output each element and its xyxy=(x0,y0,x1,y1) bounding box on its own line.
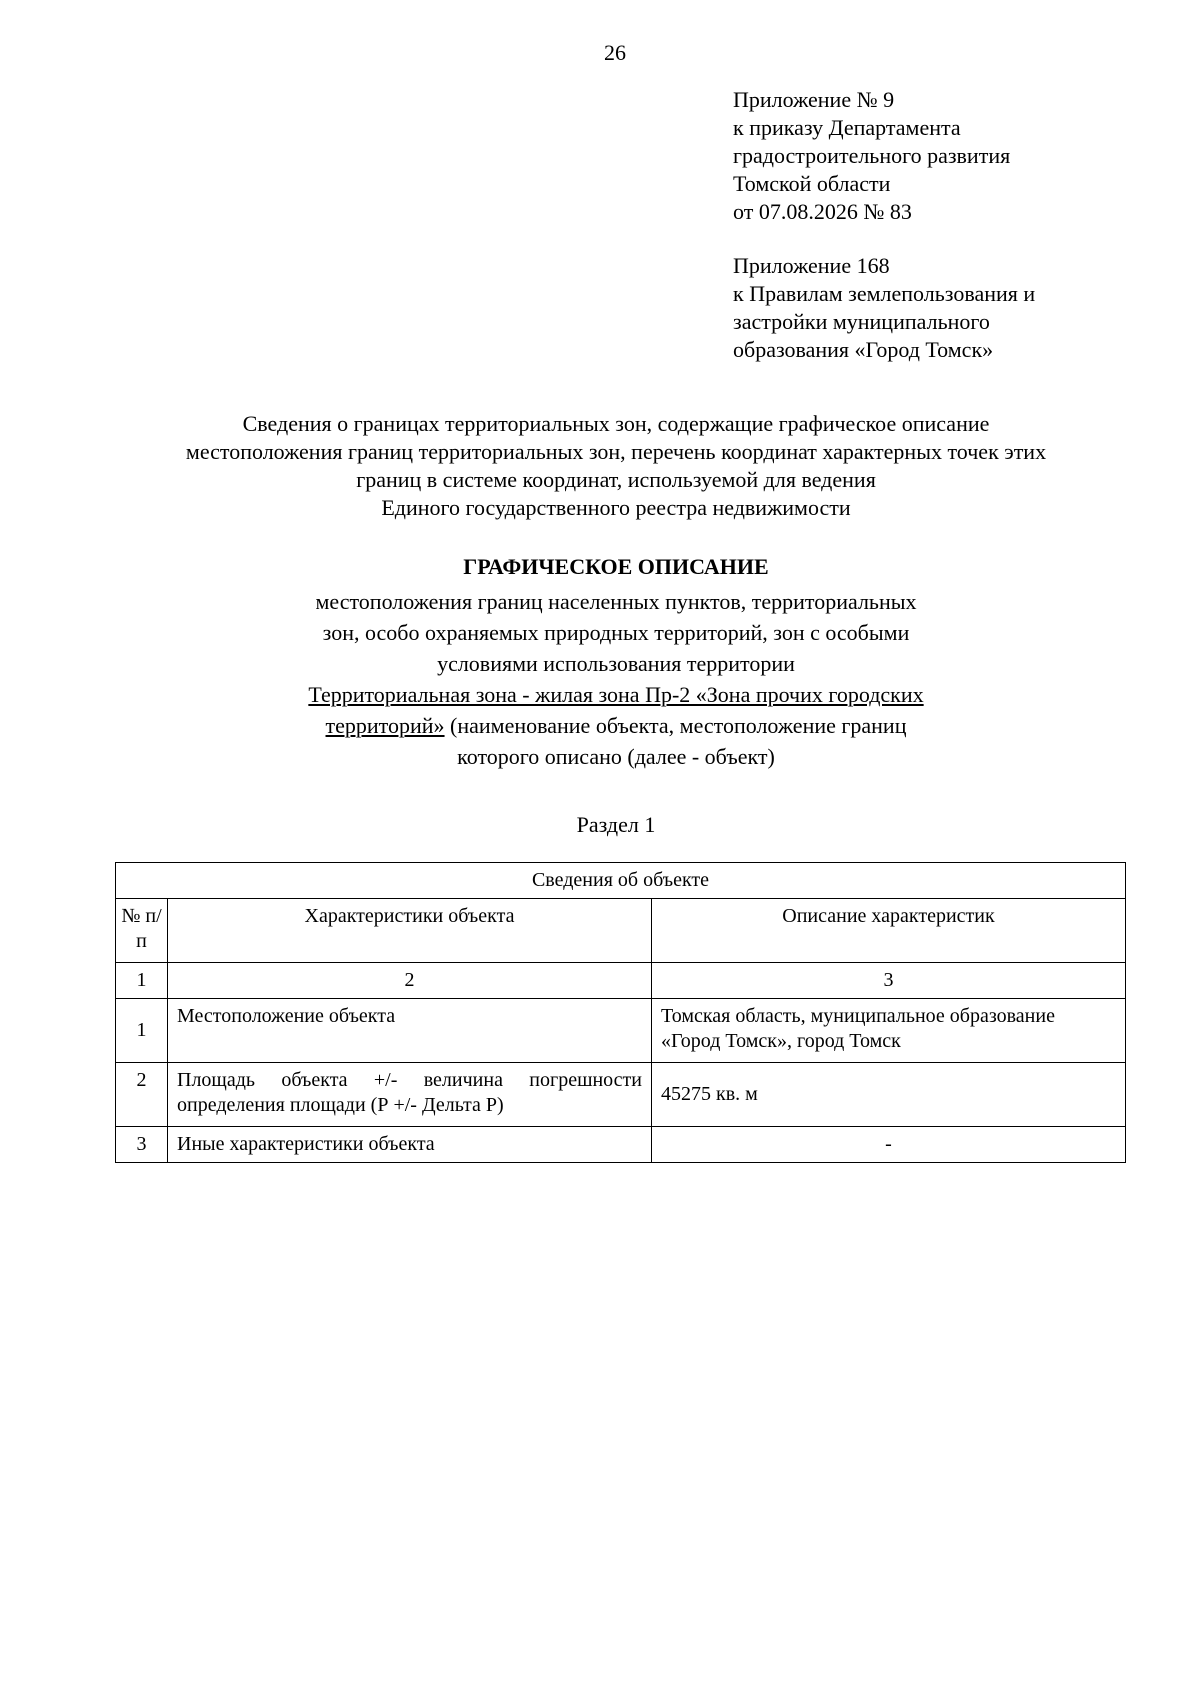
section-label: Раздел 1 xyxy=(576,812,656,837)
row-characteristic: Местоположение объекта xyxy=(168,999,652,1063)
row-num: 1 xyxy=(116,999,168,1063)
subtitle-line: условиями использования территории xyxy=(437,651,795,676)
intro-line: местоположения границ территориальных зон, перечень координат характерных точек этих xyxy=(185,439,1047,464)
row-characteristic: Площадь объекта +/- величина погрешности определения площади (Р +/- Дельта Р) xyxy=(168,1063,652,1127)
intro-line: Единого государственного реестра недвижимости xyxy=(381,495,851,520)
header-num: № п/п xyxy=(116,899,168,963)
column-number-row xyxy=(116,963,1126,999)
document-subtitle xyxy=(0,586,1200,772)
object-name-continued: территорий» xyxy=(325,713,445,738)
row-description: Томская область, муниципальное образование «Город Томск», город Томск xyxy=(652,999,1126,1063)
document-intro xyxy=(0,410,1200,522)
row-characteristic: Иные характеристики объекта xyxy=(168,1127,652,1163)
appendix-line: от 07.08.2026 № 83 xyxy=(733,199,912,224)
column-number: 3 xyxy=(652,963,1126,999)
appendix-line: Томской области xyxy=(733,171,891,196)
header-description: Описание характеристик xyxy=(652,899,1126,963)
header-characteristic: Характеристики объекта xyxy=(168,899,652,963)
appendix-header-order xyxy=(733,86,1010,226)
object-info-table xyxy=(115,862,1126,1163)
appendix-header-rules xyxy=(733,252,1035,364)
row-num: 3 xyxy=(116,1127,168,1163)
document-title: ГРАФИЧЕСКОЕ ОПИСАНИЕ xyxy=(463,554,769,579)
subtitle-line: зон, особо охраняемых природных территорий, зон с особыми xyxy=(322,620,910,645)
table-caption-row xyxy=(116,863,1126,899)
appendix-line: градостроительного развития xyxy=(733,143,1011,168)
row-description: 45275 кв. м xyxy=(652,1063,1126,1127)
intro-line: границ в системе координат, используемой для ведения xyxy=(356,467,876,492)
table-header-row xyxy=(116,899,1126,963)
object-name-note: (наименование объекта, местоположение границ xyxy=(444,713,907,738)
table-caption: Сведения об объекте xyxy=(116,863,1126,899)
object-name: Территориальная зона - жилая зона Пр-2 «Зона прочих городских xyxy=(308,682,924,707)
object-name-line xyxy=(0,679,1200,710)
intro-line: Сведения о границах территориальных зон, содержащие графическое описание xyxy=(242,411,990,436)
appendix-line: Приложение № 9 xyxy=(733,87,895,112)
object-name-note-line: которого описано (далее - объект) xyxy=(457,744,775,769)
table-row xyxy=(116,999,1126,1063)
object-name-line xyxy=(0,710,1200,741)
column-number: 1 xyxy=(116,963,168,999)
subtitle-line: местоположения границ населенных пунктов, территориальных xyxy=(315,589,917,614)
row-description: - xyxy=(652,1127,1126,1163)
appendix-line: к приказу Департамента xyxy=(733,115,961,140)
row-num: 2 xyxy=(116,1063,168,1127)
page-number: 26 xyxy=(604,40,626,65)
appendix-line: к Правилам землепользования и xyxy=(733,281,1036,306)
table-row xyxy=(116,1063,1126,1127)
table-row xyxy=(116,1127,1126,1163)
column-number: 2 xyxy=(168,963,652,999)
appendix-line: застройки муниципального xyxy=(733,309,990,334)
appendix-line: образования «Город Томск» xyxy=(733,337,994,362)
appendix-line: Приложение 168 xyxy=(733,253,890,278)
